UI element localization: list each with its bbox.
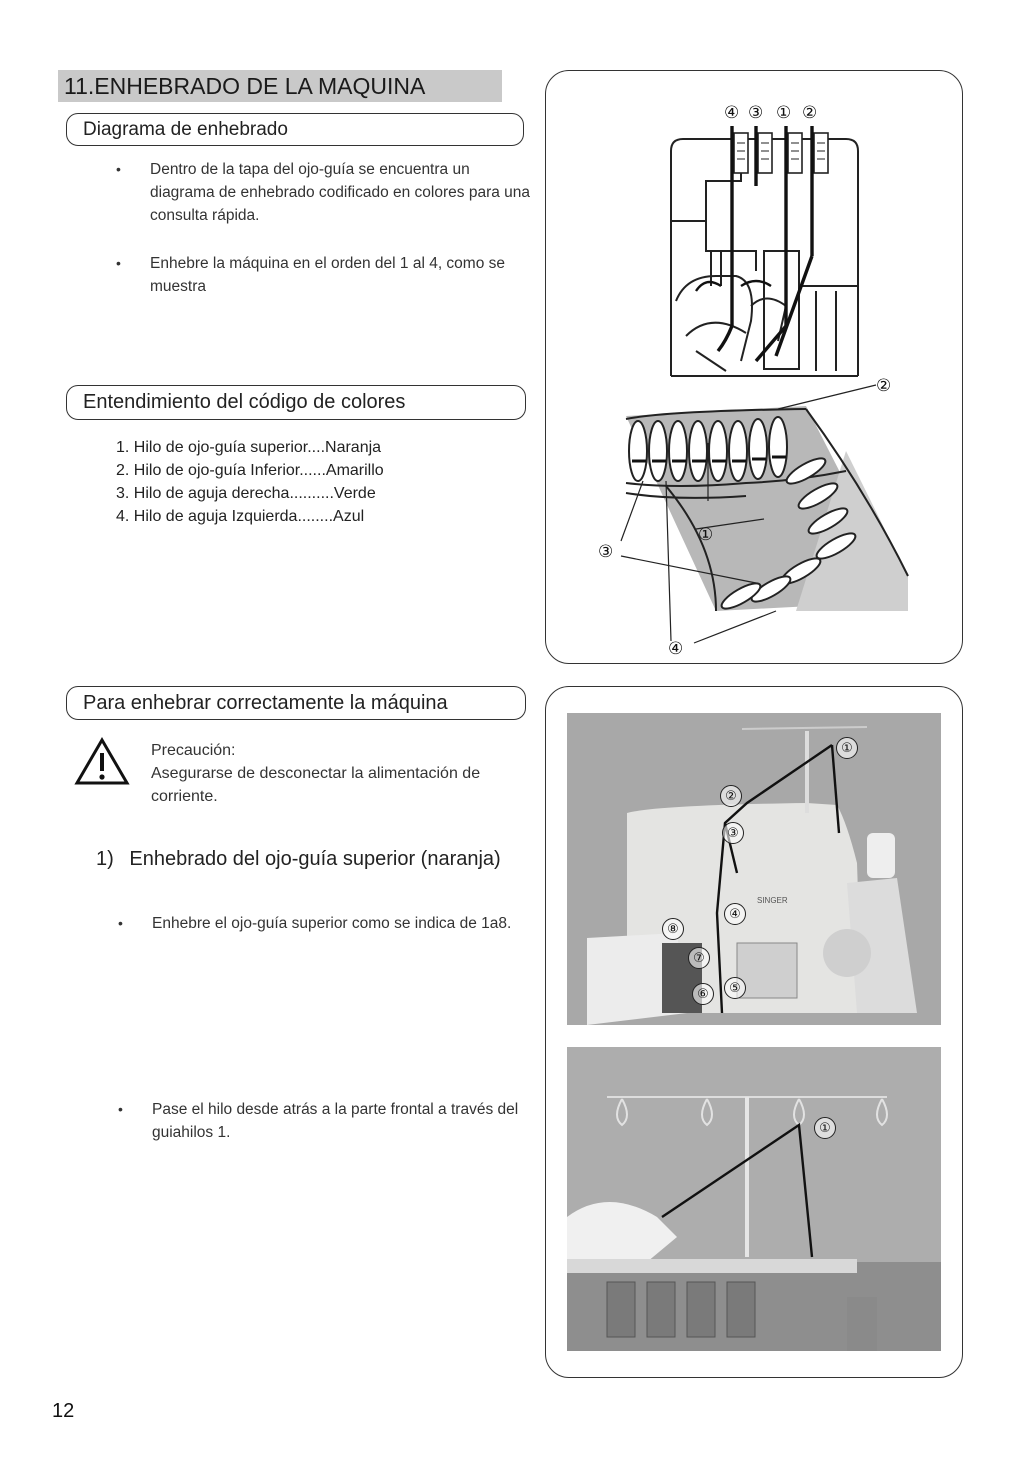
step-heading (96, 848, 536, 871)
step-bullet-2-text: Pase el hilo desde atrás a la parte frontal a través del guiahilos 1. (152, 1101, 519, 1141)
step-title: Enhebrado del ojo-guía superior (naranja) (129, 848, 501, 870)
caution-title: Precaución: (151, 742, 236, 759)
threading-heading-text: Para enhebrar correctamente la máquina (83, 692, 448, 714)
caution-block (151, 739, 531, 808)
photo-label: ① (836, 737, 858, 759)
step-bullet-1-text: Enhebre el ojo-guía superior como se indica de 1a8. (152, 915, 512, 932)
order-label: ③ (748, 103, 764, 122)
diagram-bullet-2 (116, 252, 532, 302)
order-label: ④ (724, 103, 740, 122)
photo-label: ⑦ (688, 947, 710, 969)
order-label: ② (802, 103, 818, 122)
diagram-bullet-1-text: Dentro de la tapa del ojo-guía se encuentra un diagrama de enhebrado codificado en colores para una consulta rápida. (150, 161, 531, 224)
threading-diagram-panel (545, 70, 963, 664)
order-label: ① (776, 103, 792, 122)
photo-label: ③ (722, 822, 744, 844)
diagram-heading-text: Diagrama de enhebrado (83, 119, 288, 140)
step-number: 1) (96, 848, 114, 870)
bullet-dot: • (118, 1101, 123, 1117)
page-number: 12 (52, 1400, 75, 1422)
threading-diagram (546, 71, 962, 663)
stitch-label: ② (876, 376, 892, 395)
section-title: 11.ENHEBRADO DE LA MAQUINA (58, 70, 502, 102)
diagram-heading (66, 113, 524, 146)
thread-guide-photo (567, 1047, 941, 1351)
color-code-item: 2. Hilo de ojo-guía Inferior......Amarillo (116, 462, 384, 479)
warning-icon (74, 737, 130, 787)
color-code-list (116, 436, 446, 528)
step-bullet-1 (118, 912, 532, 962)
step-bullet-2 (118, 1098, 532, 1148)
caution-text: Asegurarse de desconectar la alimentación de corriente. (151, 765, 481, 805)
photo-label: ⑤ (724, 977, 746, 999)
stitch-label: ① (698, 525, 714, 544)
photo-label: ⑥ (692, 983, 714, 1005)
stitch-label: ③ (598, 542, 614, 561)
bullet-dot: • (116, 161, 121, 177)
photo-panel (545, 686, 963, 1378)
colors-heading-text: Entendimiento del código de colores (83, 391, 406, 413)
bullet-dot: • (116, 255, 121, 271)
photo-label: ⑧ (662, 918, 684, 940)
stitch-label: ④ (668, 639, 684, 658)
color-code-item: 4. Hilo de aguja Izquierda........Azul (116, 508, 365, 525)
threading-heading (66, 686, 526, 720)
diagram-bullet-2-text: Enhebre la máquina en el orden del 1 al 4, como se muestra (150, 255, 506, 295)
photo-label: ② (720, 785, 742, 807)
photo-label: ① (814, 1117, 836, 1139)
photo-brand-text: SINGER (757, 896, 788, 905)
bullet-dot: • (118, 915, 123, 931)
diagram-bullet-1 (116, 158, 532, 230)
colors-heading (66, 385, 526, 420)
photo-label: ④ (724, 903, 746, 925)
color-code-item: 1. Hilo de ojo-guía superior....Naranja (116, 439, 382, 456)
machine-photo (567, 713, 941, 1025)
color-code-item: 3. Hilo de aguja derecha..........Verde (116, 485, 376, 502)
